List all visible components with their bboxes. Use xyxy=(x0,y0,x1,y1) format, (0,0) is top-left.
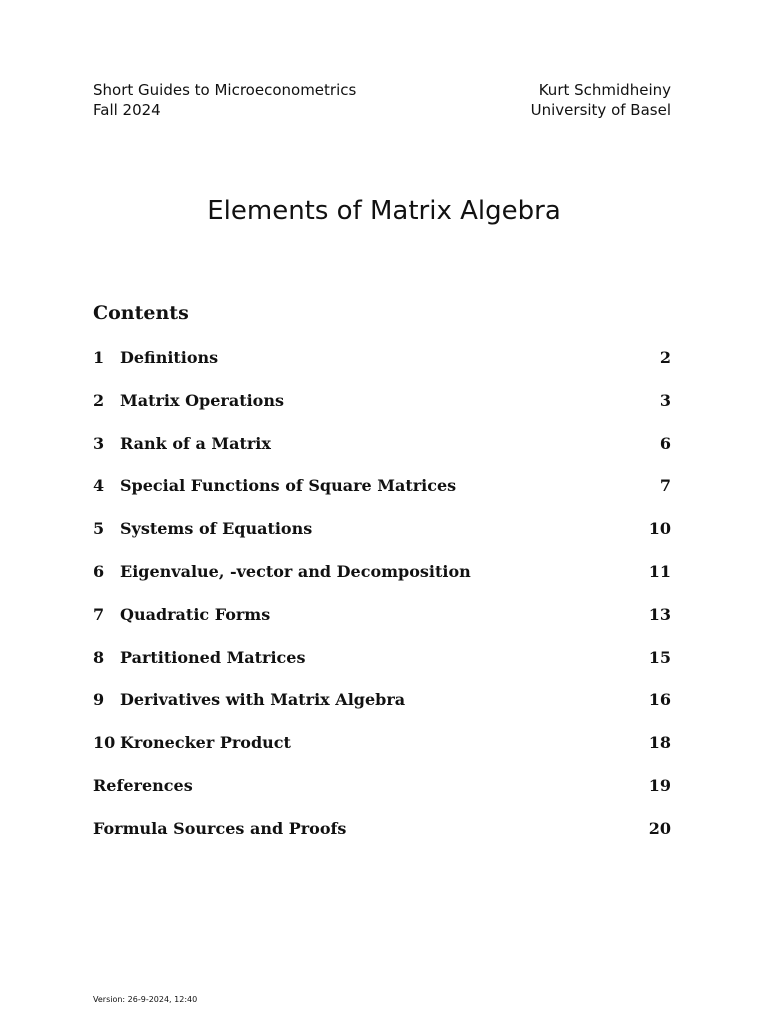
toc-number: 10 xyxy=(93,733,116,753)
toc-number: 6 xyxy=(93,561,105,581)
toc-label[interactable]: References xyxy=(93,775,193,795)
toc-number: 4 xyxy=(93,476,105,496)
toc-page: 11 xyxy=(648,561,671,581)
toc-label[interactable]: Special Functions of Square Matrices xyxy=(120,476,457,496)
document-title: Elements of Matrix Algebra xyxy=(207,196,561,226)
series-title: Short Guides to Microeconometrics xyxy=(93,81,357,99)
toc-label[interactable]: Rank of a Matrix xyxy=(120,433,271,453)
toc-entry[interactable] xyxy=(93,647,671,690)
toc-page: 2 xyxy=(659,348,671,367)
author: Kurt Schmidheiny xyxy=(538,81,671,99)
toc-number: 1 xyxy=(93,348,105,367)
toc-entry[interactable] xyxy=(93,818,671,861)
toc-page: 10 xyxy=(648,519,671,539)
contents-heading: Contents xyxy=(93,302,189,324)
toc-page: 16 xyxy=(648,690,671,710)
toc-page: 18 xyxy=(648,733,671,753)
toc-entry[interactable] xyxy=(93,518,671,561)
toc-number: 2 xyxy=(93,390,105,410)
toc-entry[interactable] xyxy=(93,475,671,518)
toc-entry[interactable] xyxy=(93,604,671,647)
toc-page: 3 xyxy=(659,390,671,410)
toc-label[interactable]: Eigenvalue, -vector and Decomposition xyxy=(120,561,471,581)
toc-page: 20 xyxy=(648,818,671,838)
toc-label[interactable]: Derivatives with Matrix Algebra xyxy=(120,690,406,710)
toc-number: 7 xyxy=(93,604,105,624)
toc-page: 15 xyxy=(648,647,671,667)
toc-label[interactable]: Quadratic Forms xyxy=(120,604,271,624)
toc-label[interactable]: Systems of Equations xyxy=(120,519,313,539)
toc-entry[interactable] xyxy=(93,561,671,604)
toc-number: 9 xyxy=(93,690,105,710)
header-left xyxy=(93,80,356,120)
toc-entry[interactable] xyxy=(93,775,671,818)
toc-label[interactable]: Definitions xyxy=(120,348,219,367)
toc-label[interactable]: Kronecker Product xyxy=(120,733,291,753)
version-footer: Version: 26-9-2024, 12:40 xyxy=(93,995,198,1004)
term: Fall 2024 xyxy=(93,101,161,119)
toc-page: 7 xyxy=(659,476,671,496)
toc-number: 5 xyxy=(93,519,105,539)
toc-number: 8 xyxy=(93,647,105,667)
toc-entry[interactable] xyxy=(93,732,671,775)
table-of-contents xyxy=(93,347,671,861)
toc-page: 13 xyxy=(648,604,671,624)
toc-page: 19 xyxy=(648,775,671,795)
toc-entry[interactable] xyxy=(93,390,671,433)
toc-label[interactable]: Matrix Operations xyxy=(120,390,284,410)
toc-label[interactable]: Partitioned Matrices xyxy=(120,647,306,667)
header-right xyxy=(531,80,671,120)
toc-entry[interactable] xyxy=(93,433,671,476)
institution: University of Basel xyxy=(530,101,671,119)
toc-page: 6 xyxy=(659,433,671,453)
toc-number: 3 xyxy=(93,433,105,453)
toc-label[interactable]: Formula Sources and Proofs xyxy=(93,818,347,838)
toc-entry[interactable] xyxy=(93,689,671,732)
toc-entry[interactable] xyxy=(93,347,671,390)
